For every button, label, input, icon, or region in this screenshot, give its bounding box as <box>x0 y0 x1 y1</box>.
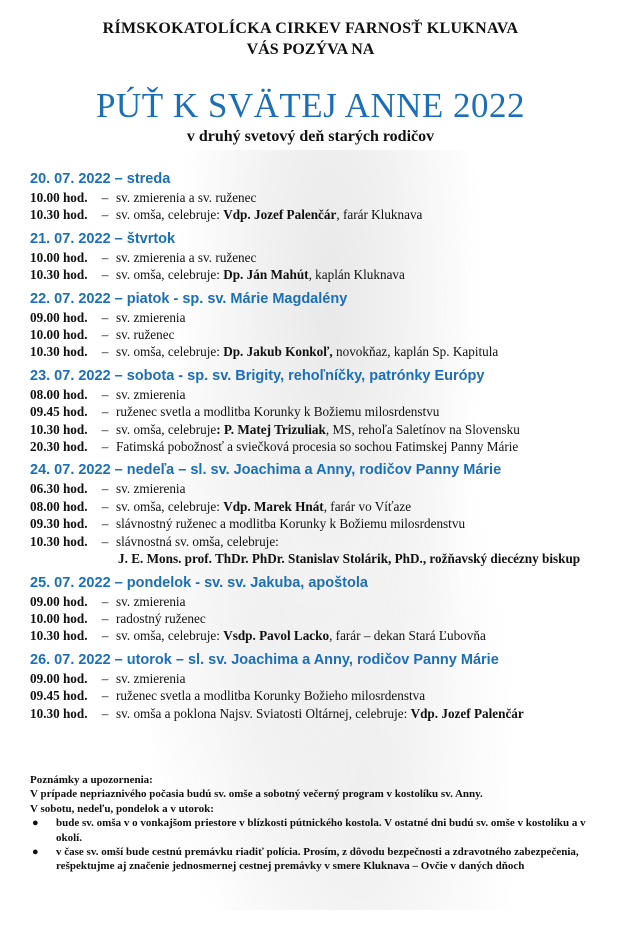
event-text: sv. omša a poklona Najsv. Sviatosti Oltárnej, celebruje: <box>116 705 411 721</box>
schedule-row <box>30 593 610 610</box>
bullet-icon: ● <box>32 846 39 859</box>
day-heading: 25. 07. 2022 – pondelok - sv. sv. Jakuba, apoštola <box>30 574 368 591</box>
event-text: sv. omša, celebruje: <box>116 344 224 360</box>
celebrant-continuation: J. E. Mons. prof. ThDr. PhDr. Stanislav Stolárik, PhD., rožňavský diecézny biskup <box>118 551 581 567</box>
schedule-row <box>30 421 610 438</box>
event-text: sv. zmierenia <box>116 481 186 497</box>
schedule-row <box>30 687 610 704</box>
separator-dash: – <box>101 481 109 497</box>
schedule-row <box>30 515 610 532</box>
event-text: sv. ruženec <box>116 327 175 343</box>
day-heading: 23. 07. 2022 – sobota - sp. sv. Brigity, rehoľníčky, patrónky Európy <box>30 367 485 384</box>
event-text: sv. omša, celebruje: <box>116 628 224 644</box>
event-time: 10.30 hod. <box>30 421 88 437</box>
event-text: sv. omša, celebruje <box>116 421 217 437</box>
event-time: 10.00 hod. <box>30 190 88 205</box>
schedule-row <box>30 206 610 223</box>
event-time: 10.30 hod. <box>30 207 88 223</box>
event-text: radostný ruženec <box>116 610 206 626</box>
separator-dash: – <box>101 386 109 402</box>
event-time: 10.00 hod. <box>30 610 88 626</box>
event-text: sv. omša, celebruje: <box>116 207 224 223</box>
event-person: Vdp. Jozef Palenčár <box>410 705 524 721</box>
event-text: sv. zmierenia <box>116 670 186 686</box>
page-title: PÚŤ K SVÄTEJ ANNE 2022 <box>95 86 526 125</box>
event-time: 08.00 hod. <box>30 386 88 402</box>
notes-section <box>30 773 590 874</box>
notes-weather: V prípade nepriaznivého počasia budú sv. omše a sobotný večerný program v kostolíku sv. Anny. <box>30 788 483 801</box>
event-person: Vsdp. Pavol Lacko <box>223 628 330 644</box>
separator-dash: – <box>101 628 109 644</box>
day-block <box>30 651 610 722</box>
event-text: sv. omša, celebruje: <box>116 498 224 514</box>
parish-name: RÍMSKOKATOLÍCKA CIRKEV FARNOSŤ KLUKNAVA <box>102 20 519 37</box>
notes-list <box>30 816 590 874</box>
separator-dash: – <box>101 207 109 223</box>
event-detail: , kaplán Kluknava <box>308 267 405 283</box>
event-text: slávnostná sv. omša, celebruje: <box>116 533 279 549</box>
event-detail: , farár Kluknava <box>336 207 423 223</box>
schedule-row <box>30 189 610 206</box>
event-person: Dp. Ján Mahút <box>223 267 309 283</box>
event-time: 10.30 hod. <box>30 533 88 549</box>
event-text: sv. zmierenia a sv. ruženec <box>116 249 257 265</box>
day-block <box>30 574 610 645</box>
event-time: 10.30 hod. <box>30 705 88 721</box>
separator-dash: – <box>101 309 109 325</box>
event-text: sv. zmierenia a sv. ruženec <box>116 190 257 205</box>
event-time: 09.00 hod. <box>30 309 88 325</box>
event-time: 20.30 hod. <box>30 439 88 455</box>
event-detail: , farár – dekan Stará Ľubovňa <box>329 628 486 644</box>
notes-title: Poznámky a upozornenia: <box>30 774 153 786</box>
separator-dash: – <box>101 421 109 437</box>
notes-item: ● bude sv. omša v o vonkajšom priestore v blízkosti pútnického kostola. V ostatné dni budú sv. omše v kostolíku a v okolí. <box>32 817 586 844</box>
event-time: 08.00 hod. <box>30 498 88 514</box>
event-time: 10.30 hod. <box>30 344 88 360</box>
separator-dash: – <box>101 404 109 420</box>
separator-dash: – <box>101 344 109 360</box>
event-time: 10.30 hod. <box>30 628 88 644</box>
separator-dash: – <box>101 267 109 283</box>
schedule-row <box>30 386 610 403</box>
schedule-row <box>30 438 610 455</box>
schedule-row <box>30 670 610 687</box>
event-text: ruženec svetla a modlitba Korunky Božieho milosrdenstva <box>116 688 426 704</box>
event-time: 09.45 hod. <box>30 404 88 420</box>
separator-dash: – <box>101 688 109 704</box>
event-text: slávnostný ruženec a modlitba Korunky k Božiemu milosrdenstvu <box>116 516 466 532</box>
day-block <box>30 230 610 284</box>
event-time: 10.00 hod. <box>30 249 88 265</box>
notes-item: ● v čase sv. omší bude cestnú premávku riadiť polícia. Prosím, z dôvodu bezpečnosti a zdravotného zabezpečenia, rešpektujme aj značenie jednosmernej cestnej premávky v smere Kluknava – Ovčie v daných dňoch <box>32 846 579 873</box>
event-detail: , MS, rehoľa Saletínov na Slovensku <box>325 421 520 437</box>
event-person: : P. Matej Trizuliak <box>216 421 326 437</box>
schedule-row <box>30 326 610 343</box>
day-heading: 26. 07. 2022 – utorok – sl. sv. Joachima a Anny, rodičov Panny Márie <box>30 651 499 668</box>
separator-dash: – <box>101 593 109 609</box>
event-time: 09.45 hod. <box>30 688 88 704</box>
event-person: Vdp. Marek Hnát <box>223 498 324 514</box>
day-block <box>30 290 610 361</box>
schedule-row <box>30 403 610 420</box>
separator-dash: – <box>101 327 109 343</box>
event-time: 10.00 hod. <box>30 327 88 343</box>
day-heading: 21. 07. 2022 – štvrtok <box>30 230 176 247</box>
separator-dash: – <box>101 439 109 455</box>
schedule-row <box>30 498 610 515</box>
event-time: 10.30 hod. <box>30 267 88 283</box>
schedule-row <box>30 343 610 360</box>
page-subtitle: v druhý svetový deň starých rodičov <box>186 128 435 145</box>
event-text: sv. omša, celebruje: <box>116 267 224 283</box>
separator-dash: – <box>101 190 109 205</box>
day-block <box>30 170 610 224</box>
day-heading: 20. 07. 2022 – streda <box>30 171 171 187</box>
schedule-row <box>30 627 610 644</box>
event-text: sv. zmierenia <box>116 386 186 402</box>
event-text: sv. zmierenia <box>116 309 186 325</box>
day-block <box>30 367 610 456</box>
schedule-row <box>30 249 610 266</box>
day-heading: 22. 07. 2022 – piatok - sp. sv. Márie Magdalény <box>30 290 348 307</box>
schedule-row <box>30 705 610 722</box>
schedule-row <box>30 266 610 283</box>
schedule-row <box>30 480 610 497</box>
bullet-icon: ● <box>32 817 39 830</box>
separator-dash: – <box>101 516 109 532</box>
separator-dash: – <box>101 533 109 549</box>
event-time: 09.00 hod. <box>30 593 88 609</box>
event-text: ruženec svetla a modlitba Korunky k Božiemu milosrdenstvu <box>116 404 440 420</box>
day-block <box>30 461 610 567</box>
event-detail: , farár vo Víťaze <box>323 498 412 514</box>
day-heading: 24. 07. 2022 – nedeľa – sl. sv. Joachima a Anny, rodičov Panny Márie <box>30 462 502 479</box>
separator-dash: – <box>101 670 109 686</box>
schedule-row <box>30 610 610 627</box>
separator-dash: – <box>101 705 109 721</box>
event-time: 09.00 hod. <box>30 670 88 686</box>
separator-dash: – <box>101 610 109 626</box>
program-schedule <box>30 170 610 728</box>
schedule-row <box>30 533 610 550</box>
event-person: Dp. Jakub Konkoľ, <box>223 344 333 360</box>
event-text: sv. zmierenia <box>116 593 186 609</box>
invitation-line: VÁS POZÝVA NA <box>246 41 375 58</box>
schedule-row <box>30 309 610 326</box>
event-detail: novokňaz, kaplán Sp. Kapitula <box>332 344 499 360</box>
event-person: Vdp. Jozef Palenčár <box>223 207 337 223</box>
event-time: 06.30 hod. <box>30 481 88 497</box>
separator-dash: – <box>101 249 109 265</box>
event-time: 09.30 hod. <box>30 516 88 532</box>
event-text: Fatimská pobožnosť a sviečková procesia so sochou Fatimskej Panny Márie <box>116 439 519 455</box>
notes-days: V sobotu, nedeľu, pondelok a v utorok: <box>30 802 214 815</box>
separator-dash: – <box>101 498 109 514</box>
